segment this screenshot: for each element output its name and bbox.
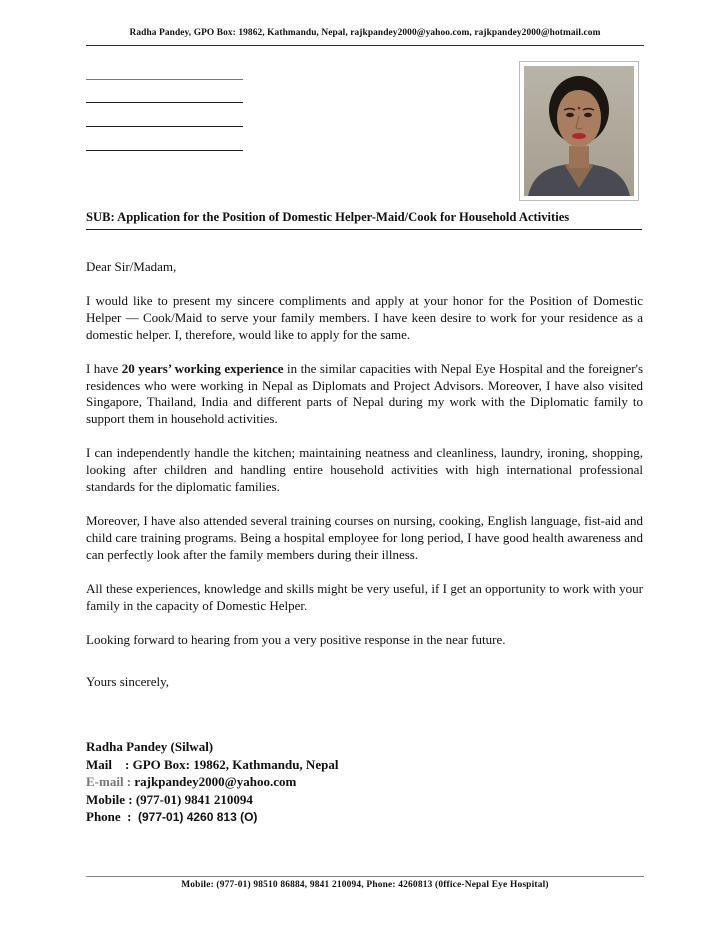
header-divider [86, 45, 644, 46]
recipient-address-line-4 [86, 150, 243, 151]
signer-name: Radha Pandey (Silwal) [86, 739, 214, 754]
mobile-label: Mobile : [86, 791, 136, 807]
phone-label: Phone : [86, 809, 138, 825]
footer-contact: Mobile: (977-01) 98510 86884, 9841 210094, Phone: 4260813 (0ffice-Nepal Eye Hospital) [181, 880, 549, 890]
signature-block [86, 738, 338, 827]
letterhead-contact: Radha Pandey, GPO Box: 19862, Kathmandu, Nepal, rajkpandey2000@yahoo.com, rajkpandey2000@hotmail.com [129, 28, 601, 38]
mail-row [86, 756, 338, 774]
experience-highlight: 20 years’ working experience [121, 360, 284, 376]
phone-number: 4260 813 (O) [183, 810, 258, 825]
phone-area-code: (977-01) [138, 810, 184, 825]
experience-rest: in the similar capacities with Nepal Eye Hospital and the foreigner's residences who were working in Nepal as Diplomats and Project Advisors. Moreover, I have also visited Singapore, Thailand, India and different parts of Nepal during my work with the Diplomatic family to support them in household activities. [86, 360, 644, 427]
email-label: E-mail : [86, 774, 135, 790]
email-row [86, 773, 338, 791]
mobile-row [86, 791, 338, 809]
paragraph-skills: I can independently handle the kitchen; maintaining neatness and cleanliness, laundry, ironing, shopping, looking after children and handling entire household activities with high international professional standards for the diplomatic families. [86, 445, 643, 495]
paragraph-experience [86, 361, 643, 429]
mail-label: Mail : [86, 756, 133, 772]
email-value: rajkpandey2000@yahoo.com [134, 774, 297, 790]
recipient-address-line-1 [86, 79, 243, 80]
mobile-value: (977-01) 9841 210094 [135, 791, 253, 807]
experience-lead: I have [86, 360, 122, 376]
closing-phrase: Yours sincerely, [86, 674, 170, 689]
mail-value: GPO Box: 19862, Kathmandu, Nepal [132, 756, 339, 772]
subject-line: SUB: Application for the Position of Domestic Helper-Maid/Cook for Household Activities [86, 210, 570, 224]
paragraph-training: Moreover, I have also attended several training courses on nursing, cooking, English language, fist-aid and child care training programs. Being a hospital employee for long period, I have good health awareness and can perfectly look after the family members during their illness. [86, 512, 643, 562]
portrait-image [524, 66, 634, 196]
paragraph-intro: I would like to present my sincere compliments and apply at your honor for the Position of Domestic Helper — Cook/Maid to serve your family members. I have keen desire to work for your residence as a domestic helper. I, therefore, would like to apply for the same. [86, 292, 643, 342]
subject-underline [86, 229, 642, 230]
footer-divider [86, 876, 644, 877]
paragraph-closing-wish: Looking forward to hearing from you a very positive response in the near future. [86, 631, 506, 647]
letter-body [86, 259, 643, 648]
applicant-photo [519, 61, 639, 201]
recipient-address-line-3 [86, 126, 243, 127]
phone-row [86, 808, 338, 827]
paragraph-opportunity: All these experiences, knowledge and skills might be very useful, if I get an opportunity to work with your family in the capacity of Domestic Helper. [86, 580, 643, 613]
salutation: Dear Sir/Madam, [86, 259, 177, 274]
recipient-address-line-2 [86, 102, 243, 103]
